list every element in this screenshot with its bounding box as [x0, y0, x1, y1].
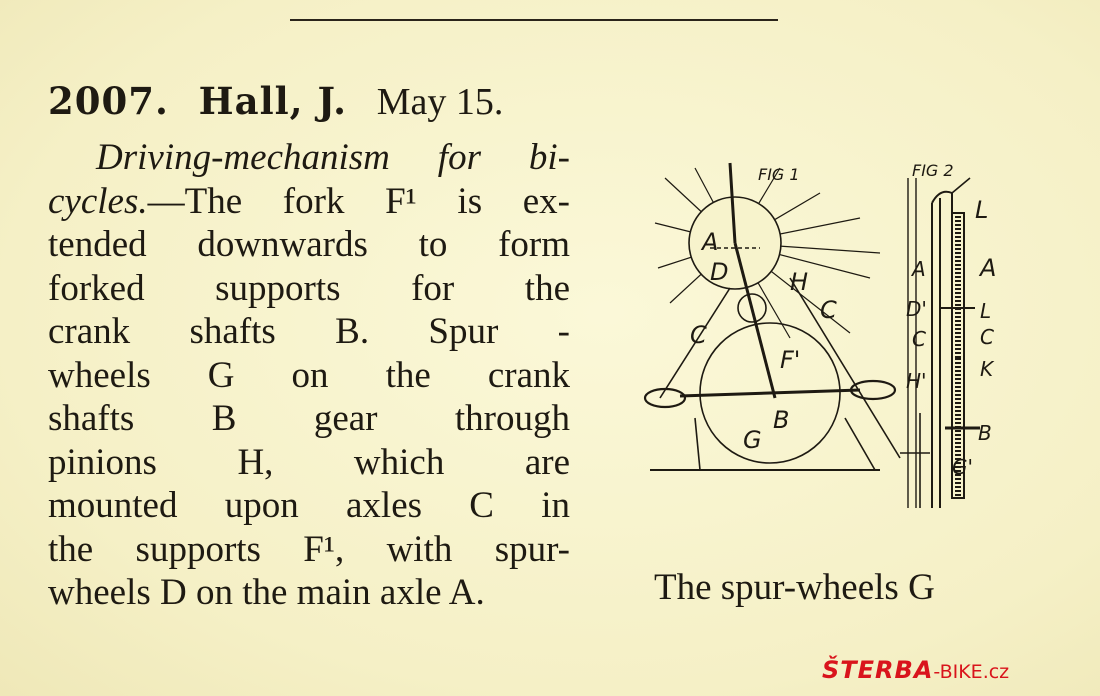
continuation-text: The spur-wheels G: [654, 567, 935, 608]
body-line: crank shafts B. Spur -: [48, 311, 570, 352]
fig-letter: B: [773, 406, 790, 434]
body-line: cycles.—The fork F¹ is ex-: [48, 180, 570, 222]
fig-letter: D': [906, 297, 927, 321]
fig-letter: L: [975, 196, 989, 224]
fig-letter: G: [743, 426, 762, 454]
watermark-brand: ŠTERBA: [822, 656, 934, 684]
body-line: forked supports for the: [48, 267, 570, 309]
body-line: Driving-mechanism for bi-: [96, 137, 570, 178]
body-line: tended downwards to form: [48, 224, 570, 265]
fig-letter: D: [710, 258, 729, 286]
fig-letter: C: [912, 327, 926, 351]
fig-letter: A: [980, 254, 997, 282]
patent-figure: [640, 158, 1040, 518]
body-line: the supports F¹, with spur-: [48, 528, 570, 570]
entry-body: [48, 136, 570, 615]
entry-name: Hall, J.: [198, 79, 347, 123]
site-watermark: [822, 656, 1009, 684]
fig-letter: A: [702, 228, 719, 256]
top-rule: [290, 19, 778, 21]
fig-letter: F': [780, 346, 801, 374]
fig-letter: L: [980, 299, 992, 323]
fig-letter: H': [906, 369, 927, 393]
body-line: wheels D on the main axle A.: [48, 572, 485, 613]
fig1-label: FIG 1: [758, 165, 800, 184]
fig-letter: A: [912, 257, 926, 281]
fig-letter: K: [980, 357, 994, 381]
body-line: wheels G on the crank: [48, 354, 570, 396]
body-line: shafts B gear through: [48, 398, 570, 439]
fig-letter: C: [980, 325, 994, 349]
fig-letter: B: [978, 421, 992, 445]
fig-letter: C: [820, 296, 837, 324]
patent-drawing: [640, 158, 1040, 518]
fig-letter: C: [690, 321, 707, 349]
fig-letter: G': [952, 455, 973, 479]
fig2-label: FIG 2: [912, 161, 954, 180]
entry-date: May 15.: [376, 81, 504, 123]
fig-letter: H: [790, 268, 809, 296]
body-line: mounted upon axles C in: [48, 485, 570, 526]
entry-number: 2007.: [48, 79, 169, 123]
watermark-suffix: -BIKE.cz: [933, 661, 1010, 683]
entry-heading: [48, 78, 503, 125]
body-line: pinions H, which are: [48, 441, 570, 483]
